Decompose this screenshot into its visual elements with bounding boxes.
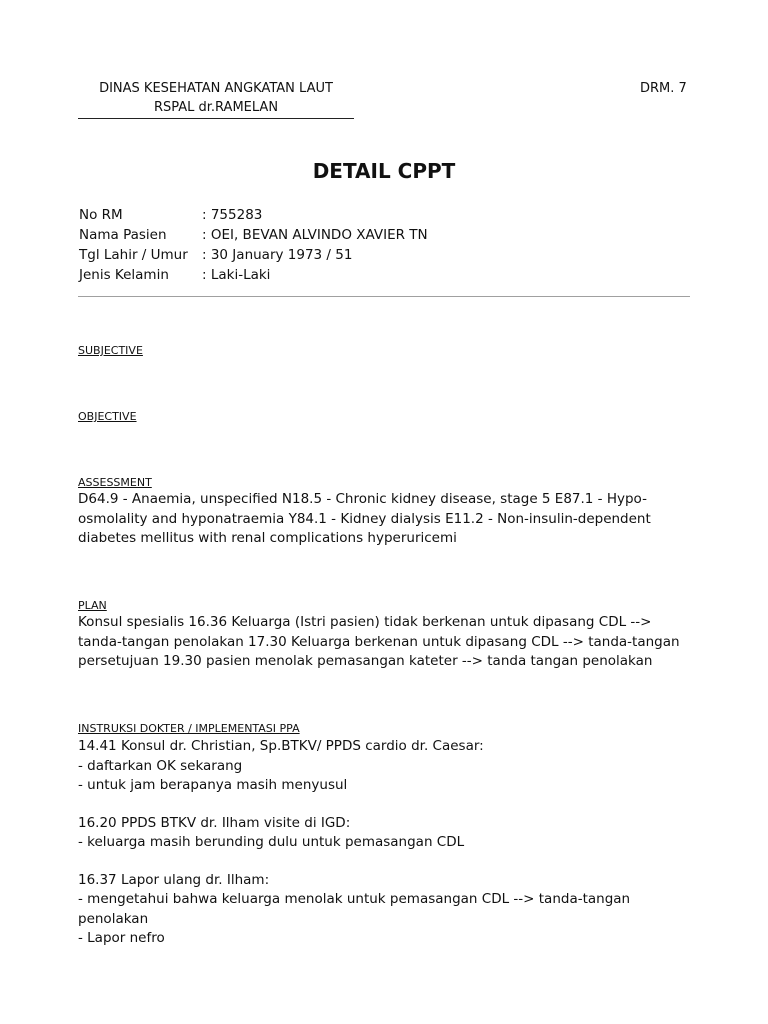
subjective-heading: SUBJECTIVE bbox=[78, 344, 143, 357]
assessment-body bbox=[78, 490, 690, 549]
document-title: DETAIL CPPT bbox=[312, 159, 456, 183]
instruksi-line: - mengetahui bahwa keluarga menolak untuk pemasangan CDL --> tanda-tangan bbox=[78, 891, 631, 907]
patient-row-nama bbox=[79, 225, 428, 245]
plan-line: Konsul spesialis 16.36 Keluarga (Istri pasien) tidak berkenan untuk dipasang CDL --> bbox=[78, 614, 652, 630]
instruksi-line: - daftarkan OK sekarang bbox=[78, 757, 243, 774]
patient-value: : 755283 bbox=[202, 207, 263, 223]
instruksi-line: - untuk jam berapanya masih menyusul bbox=[78, 777, 348, 793]
organization-header bbox=[78, 79, 354, 117]
patient-label: Jenis Kelamin bbox=[79, 267, 169, 283]
paragraph-gap bbox=[78, 796, 690, 814]
instruksi-line: penolakan bbox=[78, 910, 149, 927]
patient-value: : OEI, BEVAN ALVINDO XAVIER TN bbox=[202, 227, 428, 243]
patient-row-no-rm bbox=[79, 205, 428, 225]
assessment-line: osmolality and hyponatraemia Y84.1 - Kidney dialysis E11.2 - Non-insulin-dependent bbox=[78, 510, 651, 527]
instruksi-line: - Lapor nefro bbox=[78, 930, 165, 946]
instruksi-body bbox=[78, 737, 690, 949]
assessment-line: diabetes mellitus with renal complications hyperuricemi bbox=[78, 530, 457, 546]
objective-heading: OBJECTIVE bbox=[78, 410, 137, 423]
instruksi-heading: INSTRUKSI DOKTER / IMPLEMENTASI PPA bbox=[78, 722, 300, 735]
instruksi-line: - keluarga masih berunding dulu untuk pemasangan CDL bbox=[78, 834, 465, 850]
instruksi-line: 14.41 Konsul dr. Christian, Sp.BTKV/ PPDS cardio dr. Caesar: bbox=[78, 738, 484, 754]
header-divider bbox=[78, 296, 690, 297]
patient-info bbox=[79, 205, 428, 285]
patient-value: : Laki-Laki bbox=[202, 267, 271, 283]
patient-row-tgl-lahir bbox=[79, 245, 428, 265]
paragraph-gap bbox=[78, 853, 690, 871]
patient-label: Tgl Lahir / Umur bbox=[79, 247, 188, 263]
plan-line: persetujuan 19.30 pasien menolak pemasangan kateter --> tanda tangan penolakan bbox=[78, 653, 653, 669]
instruksi-line: 16.20 PPDS BTKV dr. Ilham visite di IGD: bbox=[78, 814, 351, 831]
patient-label: Nama Pasien bbox=[79, 227, 167, 243]
organization-name: DINAS KESEHATAN ANGKATAN LAUT bbox=[99, 81, 333, 96]
patient-label: No RM bbox=[79, 207, 123, 223]
plan-line: tanda-tangan penolakan 17.30 Keluarga berkenan untuk dipasang CDL --> tanda-tangan bbox=[78, 633, 680, 650]
patient-row-jenis-kelamin bbox=[79, 265, 428, 285]
patient-value: : 30 January 1973 / 51 bbox=[202, 247, 353, 263]
assessment-line: D64.9 - Anaemia, unspecified N18.5 - Chronic kidney disease, stage 5 E87.1 - Hypo- bbox=[78, 491, 647, 507]
assessment-heading: ASSESSMENT bbox=[78, 476, 152, 489]
plan-heading: PLAN bbox=[78, 599, 107, 612]
plan-body bbox=[78, 613, 690, 672]
organization-underline bbox=[78, 118, 354, 119]
hospital-name: RSPAL dr.RAMELAN bbox=[153, 100, 279, 115]
instruksi-line: 16.37 Lapor ulang dr. Ilham: bbox=[78, 871, 270, 888]
form-code: DRM. 7 bbox=[640, 81, 687, 96]
